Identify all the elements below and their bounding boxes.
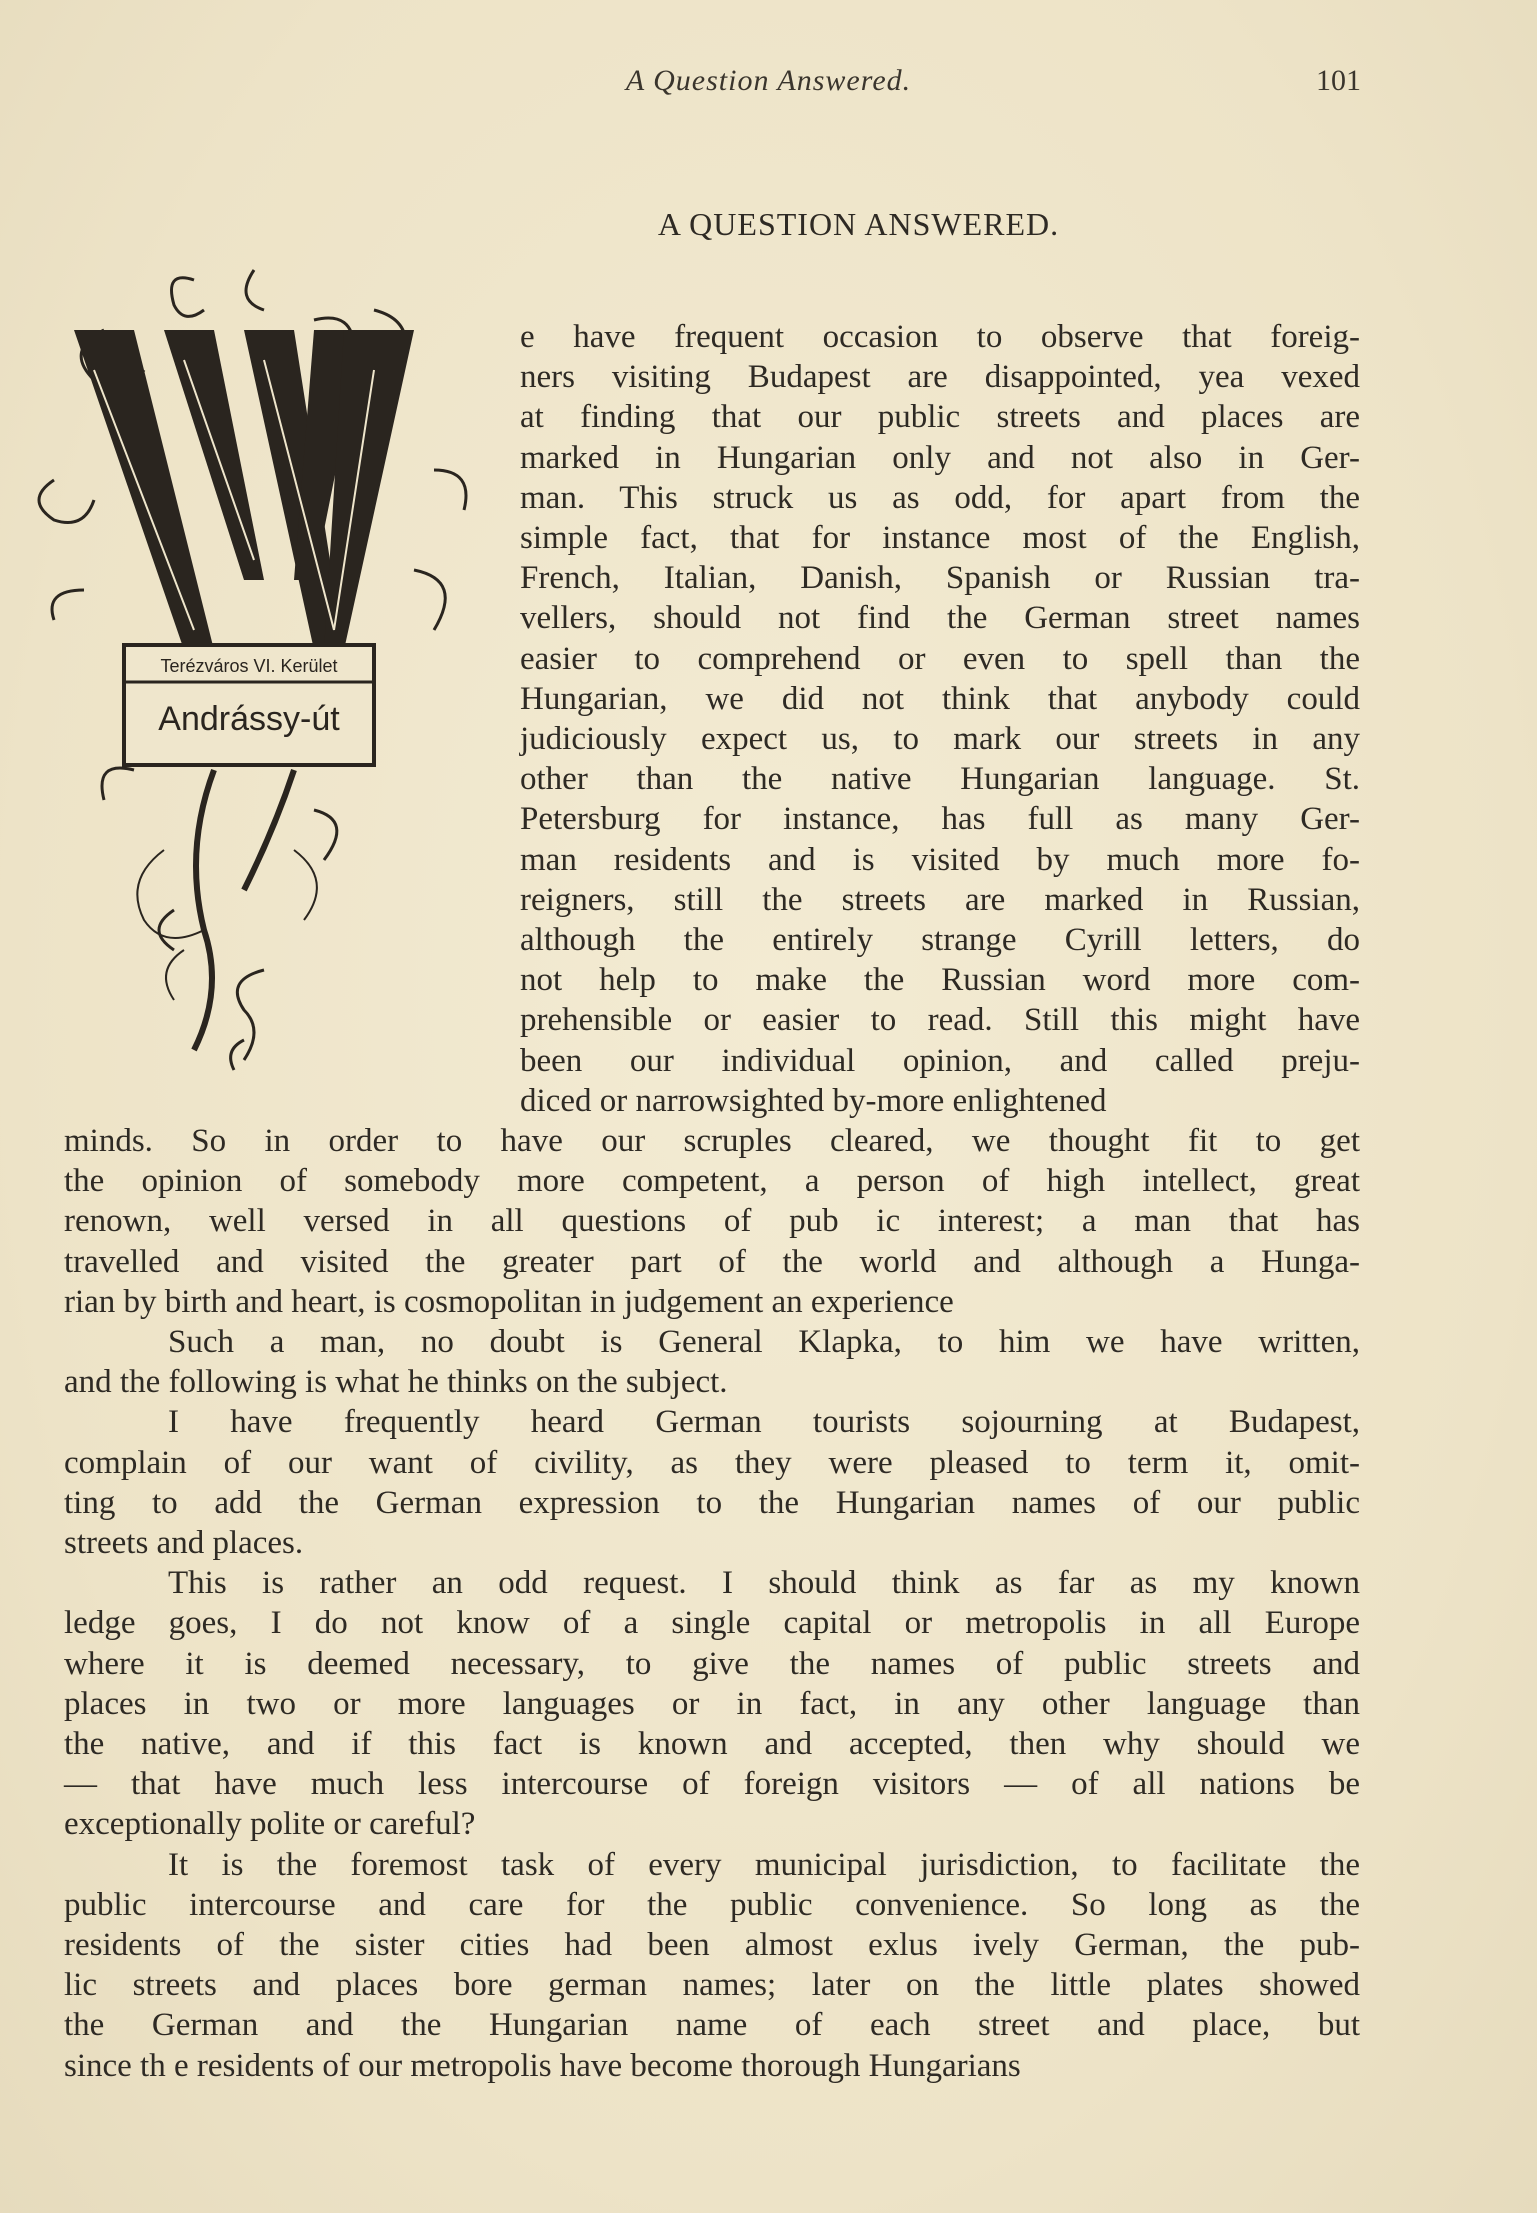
article-title: A QUESTION ANSWERED. bbox=[657, 206, 1060, 242]
text-line: ledge goes, I do not know of a single capital or metropolis in all Europe bbox=[64, 1605, 1360, 1642]
page-number: 101 bbox=[1316, 64, 1361, 97]
text-line: Petersburg for instance, has full as many Ger- bbox=[520, 801, 1360, 838]
text-line: the German and the Hungarian name of each street and place, but bbox=[64, 2007, 1360, 2044]
text-line: streets and places. bbox=[64, 1525, 304, 1561]
text-line: not help to make the Russian word more com- bbox=[520, 962, 1360, 999]
text-line: reigners, still the streets are marked in Russian, bbox=[520, 881, 1360, 918]
text-line: marked in Hungarian only and not also in Ger- bbox=[520, 439, 1360, 476]
text-line: Hungarian, we did not think that anybody could bbox=[520, 680, 1360, 717]
text-line: at finding that our public streets and places are bbox=[520, 399, 1360, 436]
text-line: lic streets and places bore german names; later on the little plates showed bbox=[64, 1967, 1360, 2004]
plaque-top-text: Terézváros VI. Kerület bbox=[160, 656, 338, 676]
text-line: rian by birth and heart, is cosmopolitan in judgement an experience bbox=[64, 1283, 954, 1320]
plaque-bottom-text: Andrássy-út bbox=[158, 700, 340, 738]
text-line: ting to add the German expression to the Hungarian names of our public bbox=[64, 1484, 1360, 1521]
text-line: where it is deemed necessary, to give the names of public streets and bbox=[64, 1645, 1360, 1682]
text-line: public intercourse and care for the public convenience. So long as the bbox=[64, 1886, 1360, 1923]
text-line: man. This struck us as odd, for apart from the bbox=[520, 479, 1360, 516]
text-line: man residents and is visited by much more fo- bbox=[520, 841, 1360, 878]
text-line: since th e residents of our metropolis have become thorough Hungarians bbox=[64, 2047, 1021, 2084]
text-line: easier to comprehend or even to spell than the bbox=[520, 640, 1360, 677]
running-title: A Question Answered. bbox=[625, 64, 912, 97]
text-line: although the entirely strange Cyrill letters, do bbox=[520, 922, 1360, 958]
text-line: the opinion of somebody more competent, a person of high intellect, great bbox=[64, 1163, 1360, 1200]
text-line: been our individual opinion, and called preju- bbox=[520, 1042, 1360, 1079]
text-line: French, Italian, Danish, Spanish or Russian tra- bbox=[520, 560, 1360, 597]
text-line: travelled and visited the greater part of the world and although a Hunga- bbox=[64, 1243, 1360, 1280]
text-line: other than the native Hungarian language. St. bbox=[520, 761, 1360, 798]
text-line: renown, well versed in all questions of pub ic interest; a man that has bbox=[64, 1203, 1360, 1240]
text-line: I have frequently heard German tourists sojourning at Budapest, bbox=[168, 1404, 1360, 1441]
text-line: vellers, should not find the German street names bbox=[520, 600, 1360, 637]
text-line: and the following is what he thinks on the subject. bbox=[64, 1364, 728, 1401]
text-line: places in two or more languages or in fact, in any other language than bbox=[64, 1685, 1360, 1722]
ornamental-initial-w bbox=[14, 250, 504, 1090]
text-line: It is the foremost task of every municipal jurisdiction, to facilitate the bbox=[168, 1846, 1360, 1883]
text-line: simple fact, that for instance most of the English, bbox=[520, 520, 1360, 556]
text-line: Such a man, no doubt is General Klapka, to him we have written, bbox=[168, 1324, 1360, 1360]
text-line: prehensible or easier to read. Still this might have bbox=[520, 1002, 1360, 1039]
text-line: exceptionally polite or careful? bbox=[64, 1806, 476, 1843]
text-line: — that have much less intercourse of foreign visitors — of all nations be bbox=[64, 1766, 1360, 1803]
text-line: minds. So in order to have our scruples cleared, we thought fit to get bbox=[64, 1123, 1360, 1159]
text-line: judiciously expect us, to mark our streets in any bbox=[520, 721, 1360, 757]
text-line: e have frequent occasion to observe that foreig- bbox=[520, 319, 1360, 355]
text-line: ners visiting Budapest are disappointed, yea vexed bbox=[520, 359, 1360, 396]
text-line: the native, and if this fact is known and accepted, then why should we bbox=[64, 1726, 1360, 1762]
text-line: complain of our want of civility, as they were pleased to term it, omit- bbox=[64, 1444, 1360, 1481]
text-line: residents of the sister cities had been almost exlus ively German, the pub- bbox=[64, 1927, 1360, 1963]
text-line: diced or narrowsighted by-more enlightened bbox=[520, 1082, 1107, 1119]
text-line: This is rather an odd request. I should think as far as my known bbox=[168, 1565, 1360, 1602]
